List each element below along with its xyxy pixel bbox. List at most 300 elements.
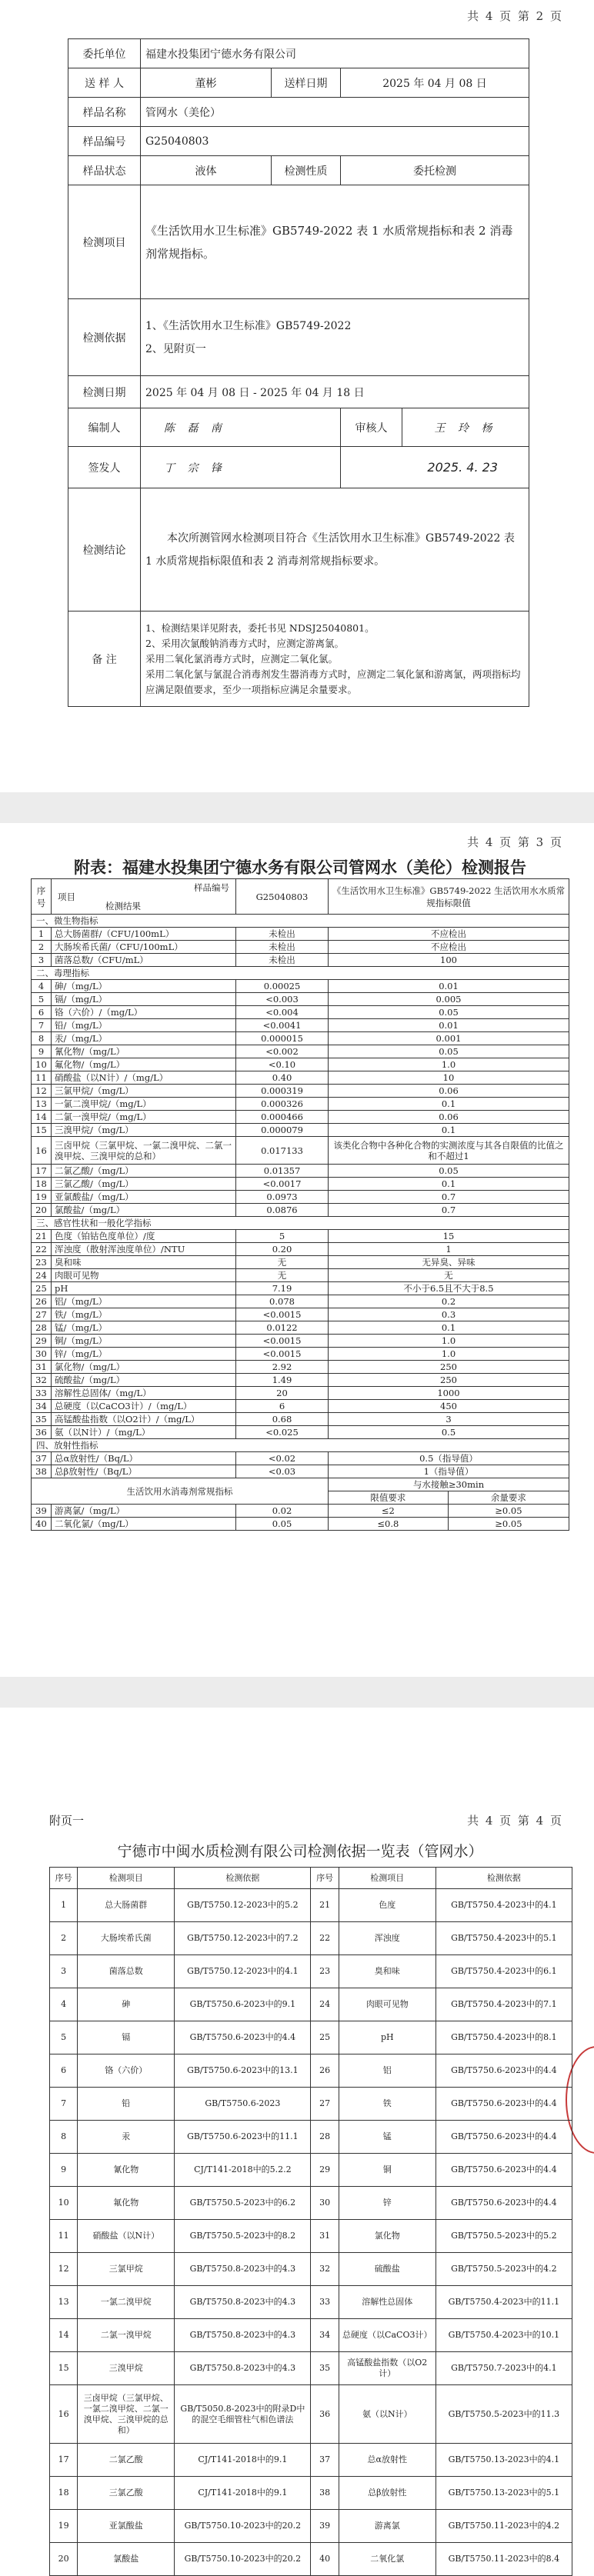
row-seq: 40 xyxy=(32,1518,52,1531)
disinfectant-contact: 与水接触≥30min xyxy=(329,1478,569,1491)
row-result: 未检出 xyxy=(236,954,329,967)
row-result: <0.0041 xyxy=(236,1019,329,1032)
left-basis: GB/T5750.6-2023中的13.1 xyxy=(175,2054,311,2088)
test-basis-line-2: 2、见附页一 xyxy=(145,342,206,355)
row-result: 20 xyxy=(236,1387,329,1400)
right-seq: 26 xyxy=(311,2054,339,2088)
test-date-value: 2025 年 04 月 08 日 - 2025 年 04 月 18 日 xyxy=(141,376,529,408)
results-table-title: 附表：福建水投集团宁德水务有限公司管网水（美伦）检测报告 xyxy=(74,858,526,877)
row-result: 未检出 xyxy=(236,941,329,954)
right-seq: 29 xyxy=(311,2154,339,2187)
left-seq: 3 xyxy=(50,1955,78,1988)
table-row xyxy=(32,1124,569,1137)
test-date-label: 检测日期 xyxy=(68,376,141,408)
row-result: 0.000015 xyxy=(236,1032,329,1045)
row-result: 0.078 xyxy=(236,1295,329,1308)
right-basis: GB/T5750.4-2023中的5.1 xyxy=(435,1922,572,1955)
left-basis: GB/T5750.8-2023中的4.3 xyxy=(175,2352,311,2385)
table-row xyxy=(32,1505,569,1518)
table-row xyxy=(32,1165,569,1178)
row-result: 0.01357 xyxy=(236,1165,329,1178)
left-basis: CJ/T141-2018中的5.2.2 xyxy=(175,2154,311,2187)
table-row xyxy=(32,1191,569,1204)
row-limit: 该类化合物中各种化合物的实测浓度与其各自限值的比值之和不超过1 xyxy=(329,1137,569,1165)
left-basis: GB/T5750.12-2023中的4.1 xyxy=(175,1955,311,1988)
section-row xyxy=(32,967,569,980)
right-basis: GB/T5750.6-2023中的4.4 xyxy=(435,2154,572,2187)
row-result: 0.02 xyxy=(236,1505,329,1518)
right-seq: 37 xyxy=(311,2444,339,2477)
row-seq: 19 xyxy=(32,1191,52,1204)
left-item: 镉 xyxy=(78,2021,175,2054)
row-result: 0.00025 xyxy=(236,980,329,993)
table-row xyxy=(50,2286,572,2319)
left-basis: GB/T5750.6-2023中的4.4 xyxy=(175,2021,311,2054)
report-info-table xyxy=(68,38,529,707)
left-item: 硝酸盐（以N计） xyxy=(78,2220,175,2253)
right-item: 溶解性总固体 xyxy=(339,2286,435,2319)
table-row xyxy=(50,1955,572,1988)
row-seq: 15 xyxy=(32,1124,52,1137)
right-seq: 27 xyxy=(311,2088,339,2121)
row-item: 高锰酸盐指数（以O2计）/（mg/L） xyxy=(52,1413,236,1426)
row-seq: 30 xyxy=(32,1348,52,1361)
test-basis-label: 检测依据 xyxy=(68,299,141,376)
row-result: 0.68 xyxy=(236,1413,329,1426)
sample-state-value: 液体 xyxy=(141,156,272,185)
row-limit: 0.01 xyxy=(329,980,569,993)
basis-header-cell: 序号 xyxy=(311,1868,339,1889)
table-row xyxy=(32,1230,569,1243)
row-limit: 250 xyxy=(329,1361,569,1374)
table-row xyxy=(32,1282,569,1295)
right-item: 铁 xyxy=(339,2088,435,2121)
sample-state-label: 样品状态 xyxy=(68,156,141,185)
remark-line-4: 采用二氧化氯与氯混合消毒剂发生器消毒方式时，应测定二氧化氯和游离氯，两项指标均应满足限值要求，至少一项指标应满足余量要求。 xyxy=(145,668,521,695)
row-item: 总β放射性/（Bq/L） xyxy=(52,1465,236,1478)
row-item: 大肠埃希氏菌/（CFU/100mL） xyxy=(52,941,236,954)
row-item: 总硬度（以CaCO3计）/（mg/L） xyxy=(52,1400,236,1413)
row-item: 三氯甲烷/（mg/L） xyxy=(52,1085,236,1098)
right-basis: GB/T5750.11-2023中的8.4 xyxy=(435,2543,572,2576)
row-item: 三氯乙酸/（mg/L） xyxy=(52,1178,236,1191)
row-limit: 0.06 xyxy=(329,1085,569,1098)
left-seq: 4 xyxy=(50,1988,78,2021)
row-seq: 7 xyxy=(32,1019,52,1032)
left-item: 大肠埃希氏菌 xyxy=(78,1922,175,1955)
reviewer-signature: 王 玲 杨 xyxy=(402,408,529,447)
row-result: <0.02 xyxy=(236,1452,329,1465)
left-item: 二氯一溴甲烷 xyxy=(78,2319,175,2352)
row-item: 氯化物/（mg/L） xyxy=(52,1361,236,1374)
right-seq: 28 xyxy=(311,2121,339,2154)
row-seq: 39 xyxy=(32,1505,52,1518)
table-row xyxy=(32,1071,569,1085)
left-item: 氯酸盐 xyxy=(78,2543,175,2576)
table-row xyxy=(50,2352,572,2385)
test-items-label: 检测项目 xyxy=(68,185,141,299)
report-page-2 xyxy=(0,0,594,792)
left-item: 二氯乙酸 xyxy=(78,2444,175,2477)
right-seq: 31 xyxy=(311,2220,339,2253)
row-seq: 6 xyxy=(32,1006,52,1019)
row-result: 1.49 xyxy=(236,1374,329,1387)
table-row xyxy=(32,1452,569,1465)
table-row xyxy=(32,980,569,993)
table-row xyxy=(32,1387,569,1400)
row-seq: 10 xyxy=(32,1058,52,1071)
table-row xyxy=(32,1374,569,1387)
sample-name-value: 管网水（美伦） xyxy=(141,98,529,127)
table-row xyxy=(32,1098,569,1111)
right-item: 二氧化氯 xyxy=(339,2543,435,2576)
right-basis: GB/T5750.5-2023中的11.3 xyxy=(435,2385,572,2444)
row-seq: 8 xyxy=(32,1032,52,1045)
left-basis: GB/T5750.8-2023中的4.3 xyxy=(175,2286,311,2319)
left-item: 铬（六价） xyxy=(78,2054,175,2088)
row-seq: 18 xyxy=(32,1178,52,1191)
right-basis: GB/T5750.13-2023中的4.1 xyxy=(435,2444,572,2477)
row-limit: 1 xyxy=(329,1243,569,1256)
table-row xyxy=(32,1178,569,1191)
remark-line-3: 采用二氧化氯消毒方式时，应测定二氧化氯。 xyxy=(145,652,339,665)
table-row xyxy=(50,2054,572,2088)
left-seq: 14 xyxy=(50,2319,78,2352)
row-limit: 100 xyxy=(329,954,569,967)
row-limit: 0.1 xyxy=(329,1124,569,1137)
row-limit: 1000 xyxy=(329,1387,569,1400)
row-result: 0.0122 xyxy=(236,1321,329,1335)
table-row xyxy=(50,2088,572,2121)
conclusion-value: 本次所测管网水检测项目符合《生活饮用水卫生标准》GB5749-2022 表 1 水质常规指标限值和表 2 消毒剂常规指标要求。 xyxy=(141,488,529,612)
left-seq: 2 xyxy=(50,1922,78,1955)
row-seq: 9 xyxy=(32,1045,52,1058)
basis-header-cell: 检测依据 xyxy=(175,1868,311,1889)
right-seq: 25 xyxy=(311,2021,339,2054)
right-seq: 38 xyxy=(311,2477,339,2510)
row-limit: 不应检出 xyxy=(329,928,569,941)
right-item: 臭和味 xyxy=(339,1955,435,1988)
row-limit: 0.2 xyxy=(329,1295,569,1308)
right-item: 氯化物 xyxy=(339,2220,435,2253)
left-item: 一氯二溴甲烷 xyxy=(78,2286,175,2319)
table-row xyxy=(50,2385,572,2444)
right-basis: GB/T5750.4-2023中的6.1 xyxy=(435,1955,572,1988)
sample-id-header-label: 样品编号 xyxy=(194,882,229,893)
right-seq: 22 xyxy=(311,1922,339,1955)
row-limit: 0.1 xyxy=(329,1321,569,1335)
remarks-label: 备 注 xyxy=(68,612,141,707)
left-item: 亚氯酸盐 xyxy=(78,2510,175,2543)
table-row xyxy=(50,1922,572,1955)
sign-date: 2025. 4. 23 xyxy=(341,447,529,488)
row-seq: 21 xyxy=(32,1230,52,1243)
left-basis: GB/T5750.12-2023中的7.2 xyxy=(175,1922,311,1955)
right-basis: GB/T5750.5-2023中的5.2 xyxy=(435,2220,572,2253)
section-row xyxy=(32,1439,569,1452)
row-item: 一氯二溴甲烷/（mg/L） xyxy=(52,1098,236,1111)
row-limit: 1.0 xyxy=(329,1348,569,1361)
row-seq: 1 xyxy=(32,928,52,941)
row-item: 氨（以N计）/（mg/L） xyxy=(52,1426,236,1439)
row-limit: 0.05 xyxy=(329,1165,569,1178)
left-basis: GB/T5750.6-2023中的11.1 xyxy=(175,2121,311,2154)
table-row xyxy=(32,1308,569,1321)
left-item: 三氯甲烷 xyxy=(78,2253,175,2286)
left-item: 菌落总数 xyxy=(78,1955,175,1988)
table-row xyxy=(32,954,569,967)
table-row xyxy=(50,2021,572,2054)
disinfectant-header-row xyxy=(32,1478,569,1491)
left-item: 三卤甲烷（三氯甲烷、一氯二溴甲烷、二氯一溴甲烷、三溴甲烷的总和） xyxy=(78,2385,175,2444)
row-limit: 0.06 xyxy=(329,1111,569,1124)
seq-header: 序号 xyxy=(32,879,52,915)
basis-table xyxy=(49,1867,572,2576)
section-title: 二、毒理指标 xyxy=(32,967,569,980)
left-seq: 10 xyxy=(50,2187,78,2220)
table-row xyxy=(50,1889,572,1922)
right-basis: GB/T5750.4-2023中的7.1 xyxy=(435,1988,572,2021)
row-seq: 32 xyxy=(32,1374,52,1387)
right-basis: GB/T5750.6-2023中的4.4 xyxy=(435,2121,572,2154)
row-result: 0.0973 xyxy=(236,1191,329,1204)
row-seq: 29 xyxy=(32,1335,52,1348)
right-seq: 32 xyxy=(311,2253,339,2286)
test-basis-line-1: 1、《生活饮用水卫生标准》GB5749-2022 xyxy=(145,319,352,332)
right-item: 总α放射性 xyxy=(339,2444,435,2477)
row-item: 氯酸盐/（mg/L） xyxy=(52,1204,236,1217)
left-item: 三氯乙酸 xyxy=(78,2477,175,2510)
right-item: 肉眼可见物 xyxy=(339,1988,435,2021)
basis-header-cell: 检测项目 xyxy=(78,1868,175,1889)
row-limit: 1（指导值） xyxy=(329,1465,569,1478)
table-row xyxy=(50,1988,572,2021)
row-result: <0.10 xyxy=(236,1058,329,1071)
test-result-header-label: 检测结果 xyxy=(105,901,141,911)
send-date-label: 送样日期 xyxy=(272,68,341,98)
disinfectant-title: 生活饮用水消毒剂常规指标 xyxy=(32,1478,329,1505)
left-seq: 15 xyxy=(50,2352,78,2385)
appendix-corner-label: 附页一 xyxy=(49,1814,85,1828)
left-seq: 1 xyxy=(50,1889,78,1922)
section-title: 四、放射性指标 xyxy=(32,1439,569,1452)
table-row xyxy=(32,1361,569,1374)
row-result: <0.0015 xyxy=(236,1335,329,1348)
row-item: 臭和味 xyxy=(52,1256,236,1269)
basis-header-cell: 序号 xyxy=(50,1868,78,1889)
item-header-label: 项目 xyxy=(58,891,75,902)
row-limit: 无 xyxy=(329,1269,569,1282)
table-row xyxy=(32,1256,569,1269)
right-item: 铜 xyxy=(339,2154,435,2187)
row-seq: 13 xyxy=(32,1098,52,1111)
left-basis: GB/T5750.8-2023中的4.3 xyxy=(175,2253,311,2286)
left-seq: 11 xyxy=(50,2220,78,2253)
row-item: 铝/（mg/L） xyxy=(52,1295,236,1308)
sample-name-label: 样品名称 xyxy=(68,98,141,127)
row-seq: 20 xyxy=(32,1204,52,1217)
left-basis: GB/T5750.6-2023 xyxy=(175,2088,311,2121)
basis-header-cell: 检测依据 xyxy=(435,1868,572,1889)
table-row xyxy=(32,1295,569,1308)
table-row xyxy=(32,1518,569,1531)
right-basis: GB/T5750.6-2023中的4.4 xyxy=(435,2054,572,2088)
right-item: 锰 xyxy=(339,2121,435,2154)
signer-label: 签发人 xyxy=(68,447,141,488)
row-result: 0.20 xyxy=(236,1243,329,1256)
table-row xyxy=(32,1400,569,1413)
row-seq: 2 xyxy=(32,941,52,954)
right-item: 游离氯 xyxy=(339,2510,435,2543)
row-item: pH xyxy=(52,1282,236,1295)
row-item: 总大肠菌群/（CFU/100mL） xyxy=(52,928,236,941)
row-item: 锰/（mg/L） xyxy=(52,1321,236,1335)
table-row xyxy=(32,1413,569,1426)
section-title: 一、微生物指标 xyxy=(32,915,569,928)
row-item: 二氧化氯/（mg/L） xyxy=(52,1518,236,1531)
row-seq: 34 xyxy=(32,1400,52,1413)
row-limit: 3 xyxy=(329,1413,569,1426)
row-seq: 38 xyxy=(32,1465,52,1478)
row-item: 三卤甲烷（三氯甲烷、一氯二溴甲烷、二氯一溴甲烷、三溴甲烷的总和） xyxy=(52,1137,236,1165)
section-title: 三、感官性状和一般化学指标 xyxy=(32,1217,569,1230)
row-residual: ≥0.05 xyxy=(448,1505,569,1518)
right-seq: 30 xyxy=(311,2187,339,2220)
row-result: 无 xyxy=(236,1256,329,1269)
page-number: 共 4 页 第 3 页 xyxy=(467,835,563,849)
table-row xyxy=(50,2220,572,2253)
row-limit: 0.5 xyxy=(329,1426,569,1439)
row-result: 6 xyxy=(236,1400,329,1413)
left-seq: 7 xyxy=(50,2088,78,2121)
right-item: 总β放射性 xyxy=(339,2477,435,2510)
row-seq: 35 xyxy=(32,1413,52,1426)
sender-value: 董彬 xyxy=(141,68,272,98)
send-date-value: 2025 年 04 月 08 日 xyxy=(341,68,529,98)
left-basis: CJ/T141-2018中的9.1 xyxy=(175,2477,311,2510)
table-row xyxy=(32,928,569,941)
row-seq: 27 xyxy=(32,1308,52,1321)
right-basis: GB/T5750.4-2023中的10.1 xyxy=(435,2319,572,2352)
row-limit: 不应检出 xyxy=(329,941,569,954)
table-row xyxy=(32,1006,569,1019)
left-seq: 19 xyxy=(50,2510,78,2543)
right-item: 锌 xyxy=(339,2187,435,2220)
row-item: 二氯乙酸/（mg/L） xyxy=(52,1165,236,1178)
row-item: 铁/（mg/L） xyxy=(52,1308,236,1321)
row-limit: 0.7 xyxy=(329,1191,569,1204)
row-result: 0.0876 xyxy=(236,1204,329,1217)
left-item: 汞 xyxy=(78,2121,175,2154)
right-item: 浑浊度 xyxy=(339,1922,435,1955)
table-row xyxy=(32,1348,569,1361)
page-gap xyxy=(0,792,594,823)
row-result: 未检出 xyxy=(236,928,329,941)
table-row xyxy=(50,2543,572,2576)
basis-header-cell: 检测项目 xyxy=(339,1868,435,1889)
left-seq: 16 xyxy=(50,2385,78,2444)
right-basis: GB/T5750.7-2023中的4.1 xyxy=(435,2352,572,2385)
row-limit: 0.5（指导值） xyxy=(329,1452,569,1465)
item-header-cell xyxy=(52,879,236,915)
row-item: 三溴甲烷/（mg/L） xyxy=(52,1124,236,1137)
row-limit: 无异臭、异味 xyxy=(329,1256,569,1269)
right-item: 色度 xyxy=(339,1889,435,1922)
row-limit: 不小于6.5且不大于8.5 xyxy=(329,1282,569,1295)
left-basis: GB/T5750.6-2023中的9.1 xyxy=(175,1988,311,2021)
row-result: <0.003 xyxy=(236,993,329,1006)
row-limit: ≤2 xyxy=(329,1505,449,1518)
row-result: 0.40 xyxy=(236,1071,329,1085)
row-result: <0.0015 xyxy=(236,1348,329,1361)
row-result: <0.0017 xyxy=(236,1178,329,1191)
right-item: 高锰酸盐指数（以O2计） xyxy=(339,2352,435,2385)
row-result: 5 xyxy=(236,1230,329,1243)
table-row xyxy=(32,1335,569,1348)
row-seq: 12 xyxy=(32,1085,52,1098)
conclusion-label: 检测结论 xyxy=(68,488,141,612)
row-limit: 0.001 xyxy=(329,1032,569,1045)
table-row xyxy=(32,1085,569,1098)
table-row xyxy=(32,1426,569,1439)
test-basis-value xyxy=(141,299,529,376)
preparer-signature: 陈 磊 南 xyxy=(141,408,341,447)
client-label: 委托单位 xyxy=(68,39,141,68)
left-seq: 20 xyxy=(50,2543,78,2576)
table-row xyxy=(32,1465,569,1478)
row-seq: 25 xyxy=(32,1282,52,1295)
sender-label: 送 样 人 xyxy=(68,68,141,98)
right-basis: GB/T5750.4-2023中的4.1 xyxy=(435,1889,572,1922)
row-result: 2.92 xyxy=(236,1361,329,1374)
row-residual: ≥0.05 xyxy=(448,1518,569,1531)
row-limit: 0.01 xyxy=(329,1019,569,1032)
row-result: 0.05 xyxy=(236,1518,329,1531)
basis-header-row xyxy=(50,1868,572,1889)
row-result: 0.000319 xyxy=(236,1085,329,1098)
row-limit: 0.7 xyxy=(329,1204,569,1217)
page-number: 共 4 页 第 4 页 xyxy=(467,1814,563,1828)
row-item: 铬（六价）/（mg/L） xyxy=(52,1006,236,1019)
left-item: 铅 xyxy=(78,2088,175,2121)
row-result: 0.000326 xyxy=(236,1098,329,1111)
left-seq: 17 xyxy=(50,2444,78,2477)
table-row xyxy=(32,1058,569,1071)
sample-id-header: G25040803 xyxy=(236,879,329,915)
test-nature-label: 检测性质 xyxy=(272,156,341,185)
test-nature-value: 委托检测 xyxy=(341,156,529,185)
row-item: 总α放射性/（Bq/L） xyxy=(52,1452,236,1465)
right-basis: GB/T5750.11-2023中的4.2 xyxy=(435,2510,572,2543)
row-item: 锌/（mg/L） xyxy=(52,1348,236,1361)
row-item: 铜/（mg/L） xyxy=(52,1335,236,1348)
row-seq: 26 xyxy=(32,1295,52,1308)
row-limit: 0.1 xyxy=(329,1098,569,1111)
sample-id-value: G25040803 xyxy=(141,127,529,156)
sample-id-label: 样品编号 xyxy=(68,127,141,156)
row-limit: 1.0 xyxy=(329,1335,569,1348)
left-basis: GB/T5750.8-2023中的4.3 xyxy=(175,2319,311,2352)
table-row xyxy=(32,1243,569,1256)
row-item: 硝酸盐（以N计）/（mg/L） xyxy=(52,1071,236,1085)
table-row xyxy=(32,1321,569,1335)
table-row xyxy=(32,1269,569,1282)
right-seq: 35 xyxy=(311,2352,339,2385)
table-row xyxy=(50,2444,572,2477)
residual-req-header: 余量要求 xyxy=(448,1491,569,1505)
table-row xyxy=(32,1137,569,1165)
row-result: 0.000466 xyxy=(236,1111,329,1124)
